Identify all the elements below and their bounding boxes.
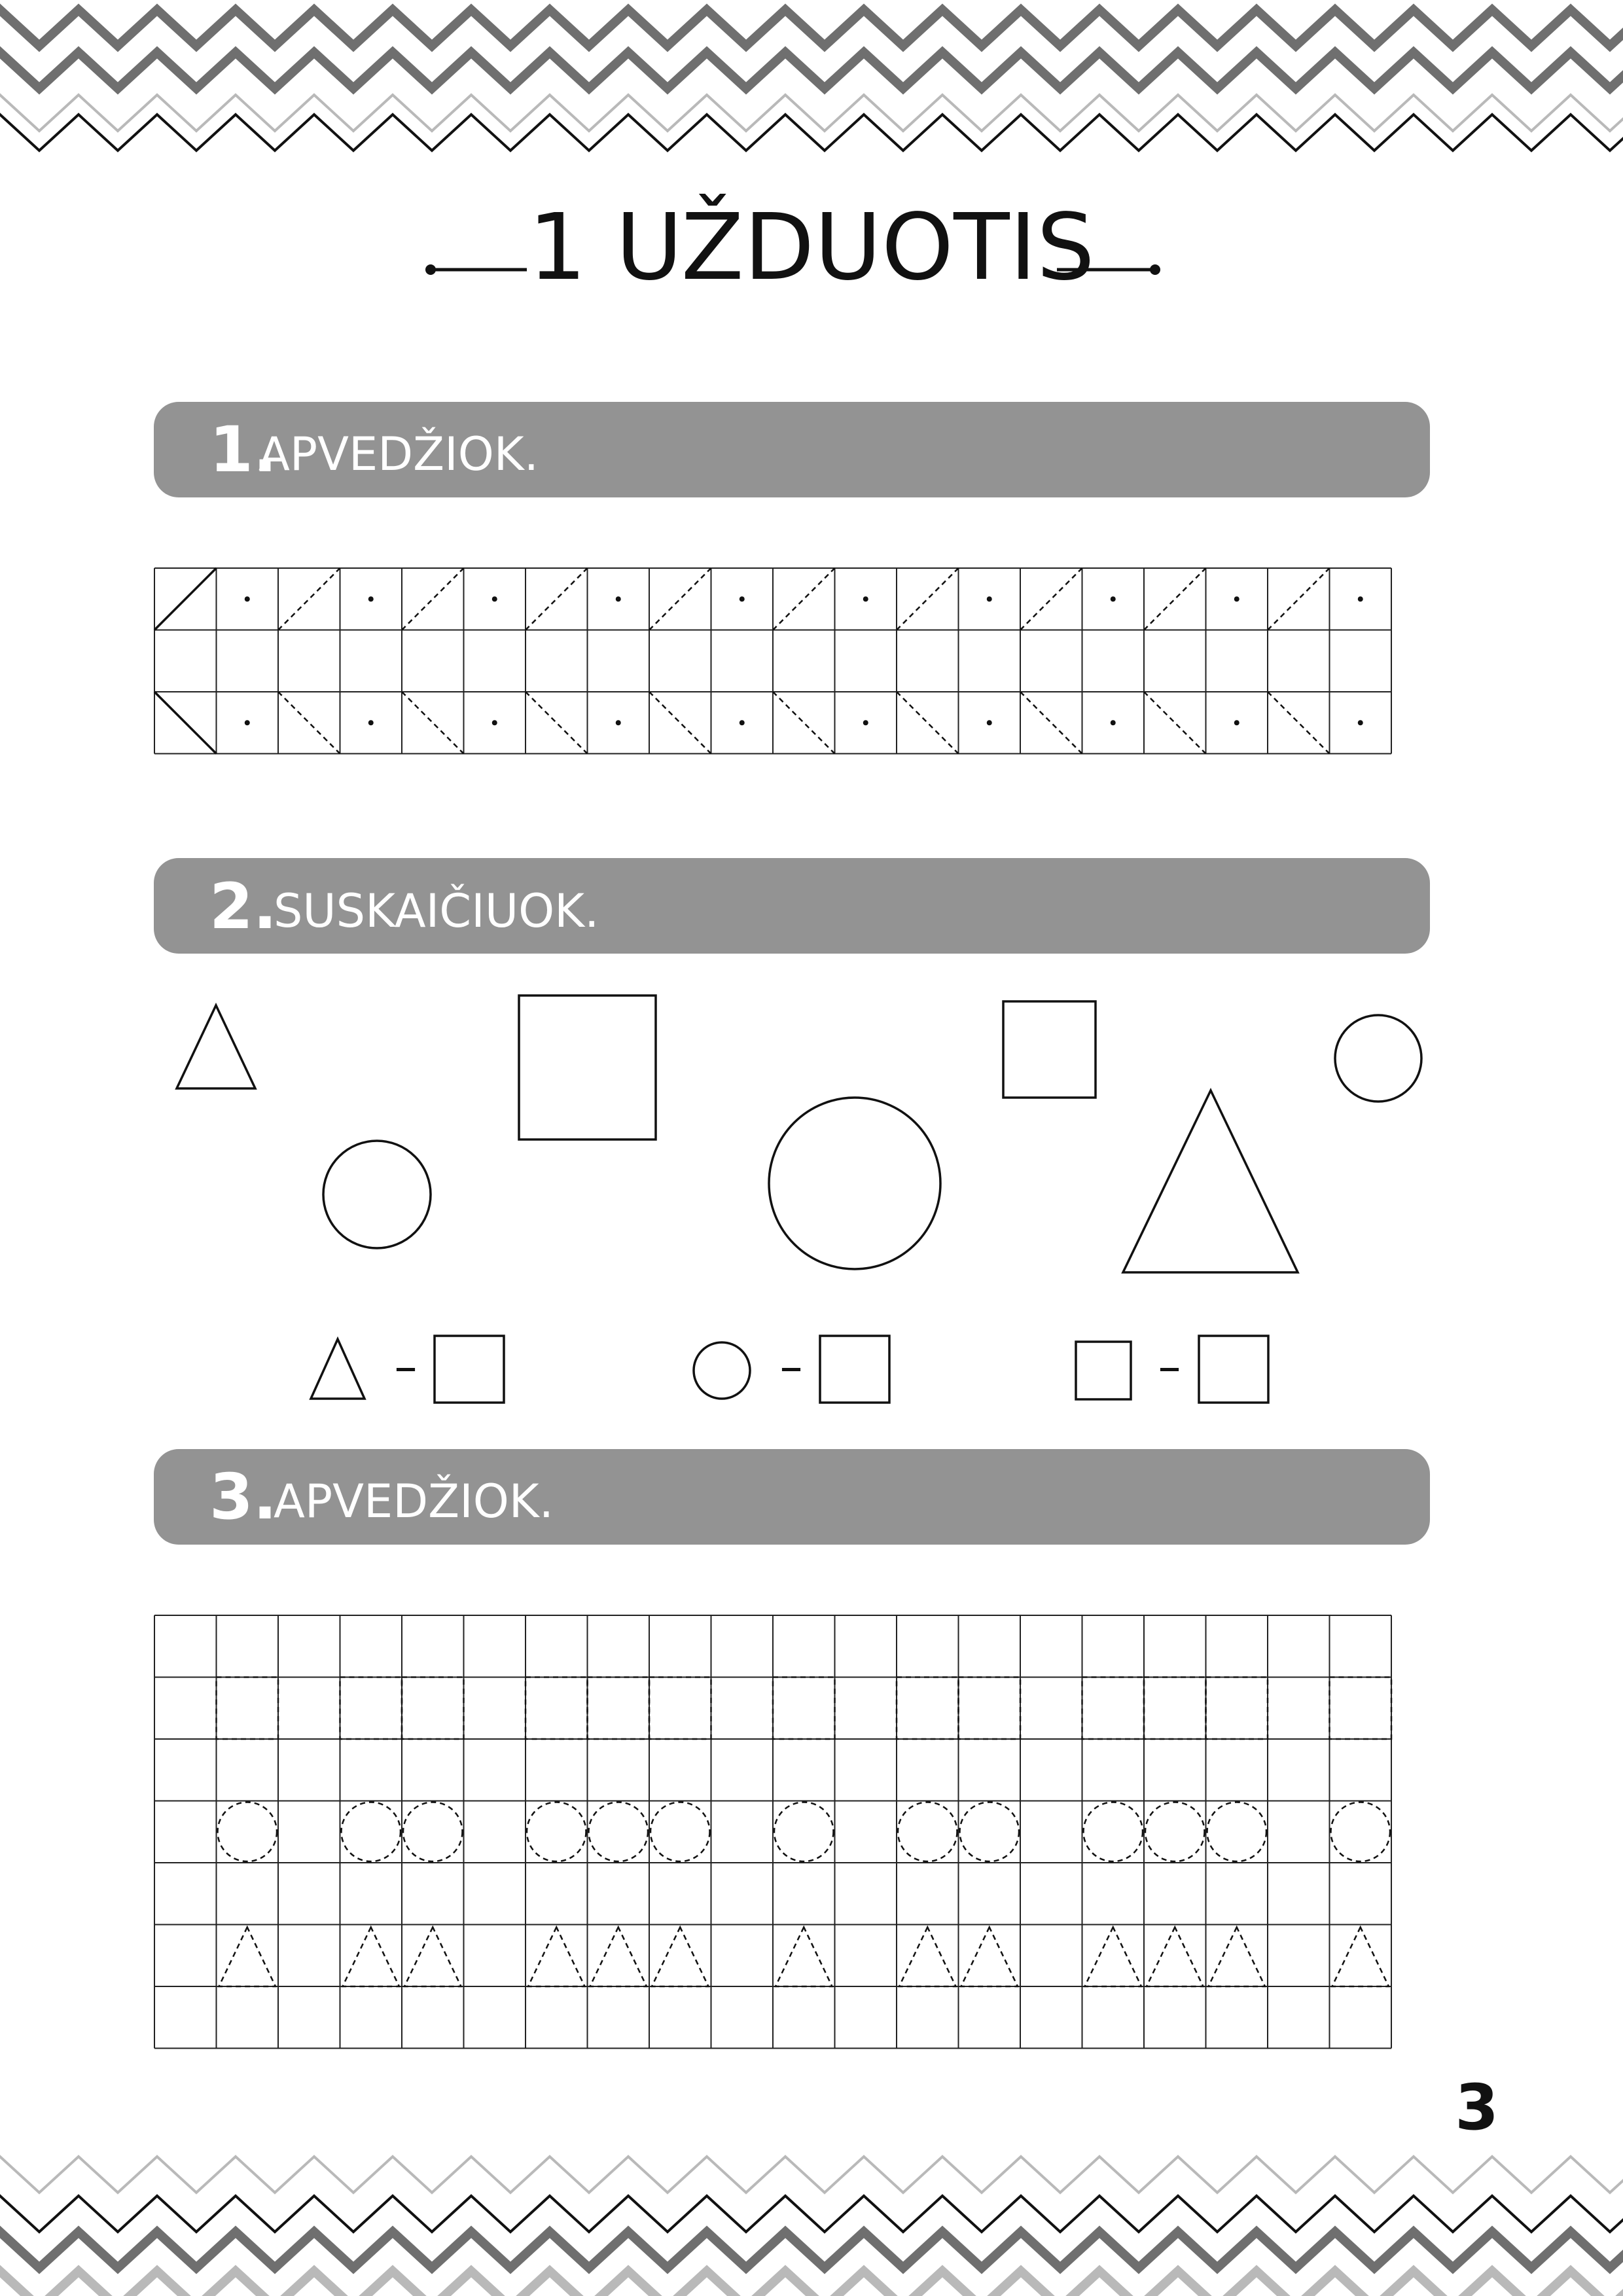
trace-dot xyxy=(987,720,992,725)
task-3-tracing-grid xyxy=(154,1615,1391,2049)
trace-square xyxy=(773,1677,835,1740)
triangle-shape xyxy=(177,1005,255,1088)
trace-triangle xyxy=(590,1928,647,1987)
trace-diagonal xyxy=(154,692,217,754)
trace-dot xyxy=(492,720,497,725)
page-title xyxy=(425,193,1160,301)
zigzag-border-top xyxy=(0,10,1623,151)
count-dash: – xyxy=(394,1340,418,1393)
trace-triangle xyxy=(899,1928,956,1987)
trace-square xyxy=(959,1677,1021,1740)
triangle-shape xyxy=(1123,1090,1298,1272)
trace-diagonal xyxy=(1144,568,1206,630)
trace-circle xyxy=(774,1803,834,1862)
trace-square xyxy=(526,1677,588,1740)
circle-shape xyxy=(323,1141,431,1248)
square-shape xyxy=(519,996,656,1139)
zigzag-line xyxy=(0,95,1623,131)
trace-circle xyxy=(898,1803,957,1862)
page-number: 3 xyxy=(1455,2071,1499,2144)
task-2-number: 2. xyxy=(209,870,277,943)
trace-diagonal xyxy=(1268,692,1330,754)
trace-dot xyxy=(1234,596,1240,601)
trace-diagonal xyxy=(773,692,835,754)
zigzag-line xyxy=(0,2196,1623,2232)
trace-dot xyxy=(245,596,250,601)
trace-diagonal xyxy=(1144,692,1206,754)
task-1-number: 1. xyxy=(209,413,277,486)
zigzag-line xyxy=(0,10,1623,46)
zigzag-line xyxy=(0,2157,1623,2193)
trace-dot xyxy=(1111,596,1116,601)
count-dash: – xyxy=(1158,1340,1181,1393)
trace-circle xyxy=(1145,1803,1205,1862)
trace-diagonal xyxy=(526,568,588,630)
trace-diagonal xyxy=(1020,568,1082,630)
trace-triangle xyxy=(1332,1928,1389,1987)
trace-triangle xyxy=(528,1928,585,1987)
zigzag-border-bottom xyxy=(0,2157,1623,2296)
trace-triangle xyxy=(776,1928,832,1987)
count-dash: – xyxy=(779,1340,803,1393)
count-answer-box[interactable] xyxy=(1199,1336,1268,1403)
count-squares xyxy=(1076,1336,1268,1403)
trace-diagonal xyxy=(649,692,711,754)
count-answer-box[interactable] xyxy=(820,1336,889,1403)
trace-diagonal xyxy=(278,568,340,630)
trace-dot xyxy=(863,596,868,601)
trace-diagonal xyxy=(154,568,217,630)
trace-square xyxy=(340,1677,402,1740)
trace-triangle xyxy=(1085,1928,1142,1987)
trace-triangle xyxy=(1209,1928,1266,1987)
trace-square xyxy=(897,1677,959,1740)
trace-square xyxy=(1082,1677,1145,1740)
task-2-banner xyxy=(154,858,1430,954)
trace-dot xyxy=(987,596,992,601)
trace-circle xyxy=(342,1803,401,1862)
task-3-number: 3. xyxy=(209,1460,277,1534)
trace-dot xyxy=(616,720,621,725)
count-answer-row xyxy=(311,1336,1268,1403)
trace-diagonal xyxy=(278,692,340,754)
trace-circle xyxy=(527,1803,586,1862)
task-1-tracing-grid xyxy=(154,568,1391,754)
trace-triangle xyxy=(652,1928,709,1987)
trace-diagonal xyxy=(773,568,835,630)
circle-shape xyxy=(769,1098,940,1269)
trace-diagonal xyxy=(402,692,464,754)
trace-circle xyxy=(651,1803,710,1862)
trace-square xyxy=(1144,1677,1206,1740)
trace-triangle xyxy=(961,1928,1018,1987)
trace-square xyxy=(588,1677,650,1740)
trace-circle xyxy=(960,1803,1020,1862)
count-triangles xyxy=(311,1336,504,1403)
trace-square xyxy=(649,1677,711,1740)
trace-dot xyxy=(368,720,374,725)
trace-triangle xyxy=(343,1928,400,1987)
trace-diagonal xyxy=(649,568,711,630)
task-2-shapes xyxy=(177,996,1421,1272)
trace-triangle xyxy=(1147,1928,1204,1987)
square-shape xyxy=(1003,1001,1096,1098)
zigzag-line xyxy=(0,2271,1623,2296)
trace-diagonal xyxy=(897,692,959,754)
trace-dot xyxy=(368,596,374,601)
circle-shape xyxy=(1335,1015,1421,1102)
task-1-label: APVEDŽIOK. xyxy=(259,427,539,481)
trace-circle xyxy=(218,1803,277,1862)
trace-dot xyxy=(1358,596,1363,601)
trace-triangle xyxy=(219,1928,276,1987)
trace-diagonal xyxy=(1020,692,1082,754)
task-3-label: APVEDŽIOK. xyxy=(274,1475,554,1528)
trace-circle xyxy=(589,1803,649,1862)
trace-diagonal xyxy=(897,568,959,630)
task-2-label: SUSKAIČIUOK. xyxy=(274,884,599,938)
trace-diagonal xyxy=(1268,568,1330,630)
trace-dot xyxy=(863,720,868,725)
trace-dot xyxy=(1111,720,1116,725)
circle-icon xyxy=(694,1342,750,1399)
zigzag-line xyxy=(0,2232,1623,2268)
trace-dot xyxy=(740,596,745,601)
task-3-banner xyxy=(154,1449,1430,1545)
trace-square xyxy=(217,1677,279,1740)
square-icon xyxy=(1076,1342,1131,1399)
trace-circle xyxy=(403,1803,463,1862)
trace-dot xyxy=(1358,720,1363,725)
trace-circle xyxy=(1084,1803,1143,1862)
trace-circle xyxy=(1331,1803,1391,1862)
count-circles xyxy=(694,1336,889,1403)
zigzag-line xyxy=(0,52,1623,88)
trace-diagonal xyxy=(402,568,464,630)
trace-dot xyxy=(245,720,250,725)
count-answer-box[interactable] xyxy=(435,1336,504,1403)
trace-square xyxy=(1330,1677,1392,1740)
trace-diagonal xyxy=(526,692,588,754)
trace-dot xyxy=(616,596,621,601)
page-title-text: 1 UŽDUOTIS xyxy=(528,194,1095,301)
triangle-icon xyxy=(311,1339,365,1399)
trace-square xyxy=(1206,1677,1268,1740)
task-1-banner xyxy=(154,402,1430,497)
trace-triangle xyxy=(404,1928,461,1987)
trace-dot xyxy=(740,720,745,725)
trace-circle xyxy=(1207,1803,1267,1862)
trace-dot xyxy=(1234,720,1240,725)
trace-square xyxy=(402,1677,464,1740)
trace-dot xyxy=(492,596,497,601)
